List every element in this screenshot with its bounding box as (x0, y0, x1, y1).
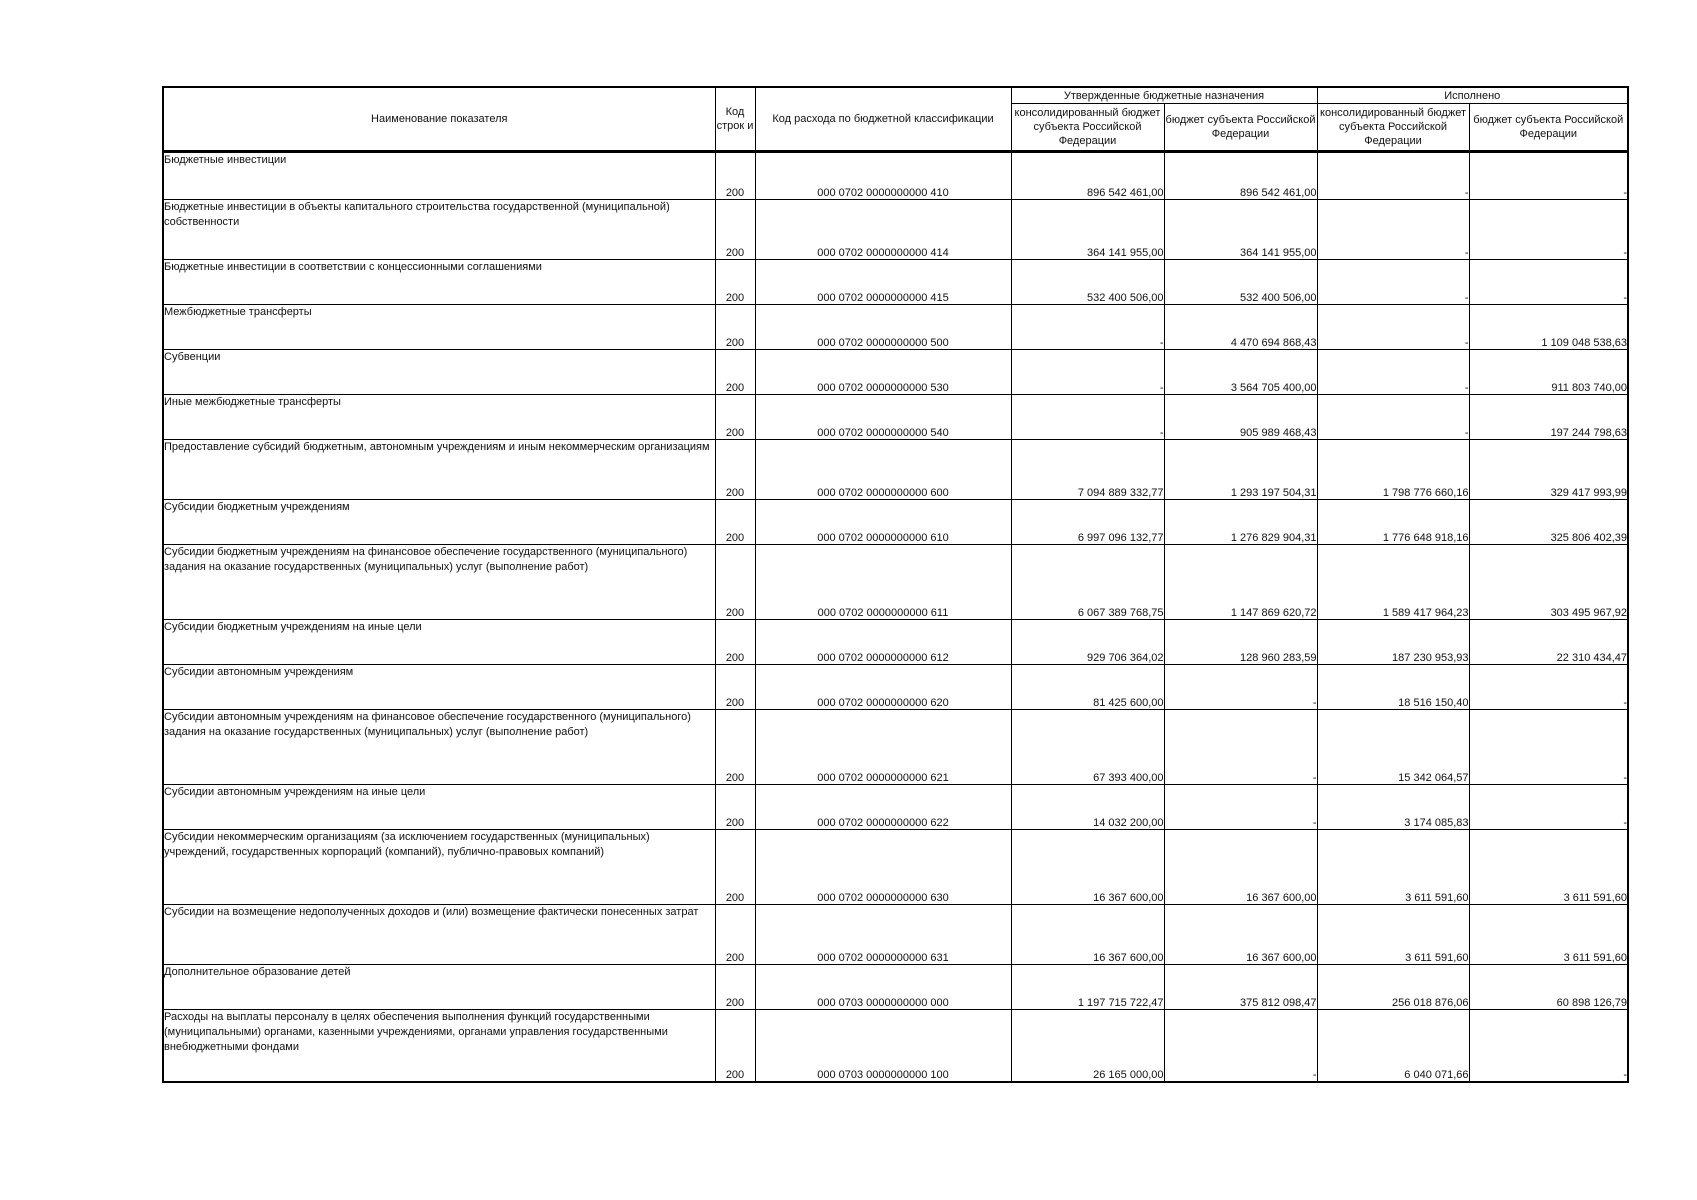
approved-subject-cell: 4 470 694 868,43 (1164, 305, 1317, 350)
line-code-cell: 200 (715, 830, 755, 905)
approved-subject-cell: - (1164, 1010, 1317, 1082)
executed-subject-cell: 197 244 798,63 (1469, 395, 1628, 440)
kbk-code-cell: 000 0702 0000000000 622 (755, 785, 1011, 830)
approved-subject-cell: - (1164, 710, 1317, 785)
kbk-code-cell: 000 0702 0000000000 630 (755, 830, 1011, 905)
header-kbk-code: Код расхода по бюджетной классификации (755, 87, 1011, 152)
table-row (163, 710, 1628, 785)
approved-subject-cell: 1 147 869 620,72 (1164, 545, 1317, 620)
approved-subject-cell: 896 542 461,00 (1164, 152, 1317, 200)
indicator-name-cell: Субсидии на возмещение недополученных доходов и (или) возмещение фактически понесенных затрат (163, 905, 715, 965)
indicator-name-cell: Субсидии бюджетным учреждениям на иные цели (163, 620, 715, 665)
executed-subject-cell: - (1469, 200, 1628, 260)
indicator-name-cell: Бюджетные инвестиции в объекты капитального строительства государственной (муниципальной) собственности (163, 200, 715, 260)
header-indicator-name: Наименование показателя (163, 87, 715, 152)
executed-subject-cell: 325 806 402,39 (1469, 500, 1628, 545)
executed-subject-cell: 329 417 993,99 (1469, 440, 1628, 500)
approved-subject-cell: 1 293 197 504,31 (1164, 440, 1317, 500)
line-code-cell: 200 (715, 395, 755, 440)
indicator-name-cell: Предоставление субсидий бюджетным, автономным учреждениям и иным некоммерческим организациям (163, 440, 715, 500)
approved-consolidated-cell: - (1011, 350, 1164, 395)
line-code-cell: 200 (715, 305, 755, 350)
table-row (163, 440, 1628, 500)
indicator-name-cell: Субсидии бюджетным учреждениям (163, 500, 715, 545)
executed-consolidated-cell: 3 174 085,83 (1317, 785, 1469, 830)
table-row (163, 545, 1628, 620)
executed-subject-cell: - (1469, 665, 1628, 710)
executed-subject-cell: 22 310 434,47 (1469, 620, 1628, 665)
approved-subject-cell: 16 367 600,00 (1164, 830, 1317, 905)
header-approved-subject: бюджет субъекта Российской Федерации (1164, 104, 1317, 152)
approved-consolidated-cell: 532 400 506,00 (1011, 260, 1164, 305)
approved-consolidated-cell: 929 706 364,02 (1011, 620, 1164, 665)
approved-consolidated-cell: 364 141 955,00 (1011, 200, 1164, 260)
executed-consolidated-cell: - (1317, 395, 1469, 440)
table-row (163, 260, 1628, 305)
approved-consolidated-cell: 14 032 200,00 (1011, 785, 1164, 830)
approved-consolidated-cell: - (1011, 305, 1164, 350)
executed-consolidated-cell: 15 342 064,57 (1317, 710, 1469, 785)
approved-consolidated-cell: - (1011, 395, 1164, 440)
kbk-code-cell: 000 0702 0000000000 610 (755, 500, 1011, 545)
table-body (163, 152, 1628, 1082)
header-approved-consolidated: консолидированный бюджет субъекта Российской Федерации (1011, 104, 1164, 152)
header-executed-subject: бюджет субъекта Российской Федерации (1469, 104, 1628, 152)
approved-subject-cell: - (1164, 665, 1317, 710)
approved-subject-cell: 375 812 098,47 (1164, 965, 1317, 1010)
table-row (163, 500, 1628, 545)
table-row (163, 1010, 1628, 1082)
executed-consolidated-cell: - (1317, 200, 1469, 260)
approved-consolidated-cell: 26 165 000,00 (1011, 1010, 1164, 1082)
executed-consolidated-cell: 1 589 417 964,23 (1317, 545, 1469, 620)
executed-subject-cell: 303 495 967,92 (1469, 545, 1628, 620)
header-executed-group: Исполнено (1317, 87, 1628, 104)
line-code-cell: 200 (715, 710, 755, 785)
approved-consolidated-cell: 81 425 600,00 (1011, 665, 1164, 710)
executed-subject-cell: - (1469, 785, 1628, 830)
indicator-name-cell: Бюджетные инвестиции в соответствии с концессионными соглашениями (163, 260, 715, 305)
kbk-code-cell: 000 0702 0000000000 611 (755, 545, 1011, 620)
line-code-cell: 200 (715, 260, 755, 305)
executed-subject-cell: - (1469, 1010, 1628, 1082)
executed-consolidated-cell: 1 798 776 660,16 (1317, 440, 1469, 500)
kbk-code-cell: 000 0702 0000000000 530 (755, 350, 1011, 395)
line-code-cell: 200 (715, 350, 755, 395)
indicator-name-cell: Дополнительное образование детей (163, 965, 715, 1010)
kbk-code-cell: 000 0702 0000000000 500 (755, 305, 1011, 350)
approved-consolidated-cell: 6 067 389 768,75 (1011, 545, 1164, 620)
approved-subject-cell: 905 989 468,43 (1164, 395, 1317, 440)
budget-report-table (162, 86, 1629, 1083)
kbk-code-cell: 000 0702 0000000000 410 (755, 152, 1011, 200)
line-code-cell: 200 (715, 965, 755, 1010)
executed-subject-cell: 60 898 126,79 (1469, 965, 1628, 1010)
approved-subject-cell: 16 367 600,00 (1164, 905, 1317, 965)
kbk-code-cell: 000 0702 0000000000 620 (755, 665, 1011, 710)
approved-consolidated-cell: 67 393 400,00 (1011, 710, 1164, 785)
table-row (163, 395, 1628, 440)
executed-consolidated-cell: 256 018 876,06 (1317, 965, 1469, 1010)
executed-consolidated-cell: 6 040 071,66 (1317, 1010, 1469, 1082)
table-row (163, 665, 1628, 710)
indicator-name-cell: Бюджетные инвестиции (163, 152, 715, 200)
indicator-name-cell: Субсидии некоммерческим организациям (за исключением государственных (муниципальных) учреждений, государственных корпораций (компаний), публично-правовых компаний) (163, 830, 715, 905)
table-row (163, 350, 1628, 395)
approved-subject-cell: 1 276 829 904,31 (1164, 500, 1317, 545)
header-executed-consolidated: консолидированный бюджет субъекта Российской Федерации (1317, 104, 1469, 152)
approved-consolidated-cell: 1 197 715 722,47 (1011, 965, 1164, 1010)
line-code-cell: 200 (715, 200, 755, 260)
approved-subject-cell: 3 564 705 400,00 (1164, 350, 1317, 395)
line-code-cell: 200 (715, 620, 755, 665)
approved-subject-cell: 364 141 955,00 (1164, 200, 1317, 260)
executed-subject-cell: 3 611 591,60 (1469, 830, 1628, 905)
table-row (163, 620, 1628, 665)
executed-consolidated-cell: 3 611 591,60 (1317, 830, 1469, 905)
table-row (163, 305, 1628, 350)
line-code-cell: 200 (715, 545, 755, 620)
indicator-name-cell: Субсидии бюджетным учреждениям на финансовое обеспечение государственного (муниципального) задания на оказание государственных (муниципальных) услуг (выполнение работ) (163, 545, 715, 620)
table-row (163, 830, 1628, 905)
header-line-code: Код строк и (715, 87, 755, 152)
executed-subject-cell: - (1469, 260, 1628, 305)
executed-consolidated-cell: 18 516 150,40 (1317, 665, 1469, 710)
indicator-name-cell: Субсидии автономным учреждениям на иные цели (163, 785, 715, 830)
line-code-cell: 200 (715, 665, 755, 710)
executed-subject-cell: 3 611 591,60 (1469, 905, 1628, 965)
line-code-cell: 200 (715, 785, 755, 830)
line-code-cell: 200 (715, 152, 755, 200)
approved-consolidated-cell: 16 367 600,00 (1011, 905, 1164, 965)
indicator-name-cell: Расходы на выплаты персоналу в целях обеспечения выполнения функций государственными (муниципальными) органами, казенными учреждениями, органами управления государственными внебюджетными фондами (163, 1010, 715, 1082)
executed-consolidated-cell: - (1317, 152, 1469, 200)
kbk-code-cell: 000 0702 0000000000 414 (755, 200, 1011, 260)
kbk-code-cell: 000 0702 0000000000 621 (755, 710, 1011, 785)
kbk-code-cell: 000 0702 0000000000 415 (755, 260, 1011, 305)
indicator-name-cell: Иные межбюджетные трансферты (163, 395, 715, 440)
table-header (163, 87, 1628, 152)
kbk-code-cell: 000 0702 0000000000 612 (755, 620, 1011, 665)
executed-consolidated-cell: 187 230 953,93 (1317, 620, 1469, 665)
line-code-cell: 200 (715, 905, 755, 965)
table-row (163, 785, 1628, 830)
kbk-code-cell: 000 0702 0000000000 540 (755, 395, 1011, 440)
kbk-code-cell: 000 0703 0000000000 100 (755, 1010, 1011, 1082)
line-code-cell: 200 (715, 1010, 755, 1082)
executed-consolidated-cell: 3 611 591,60 (1317, 905, 1469, 965)
approved-consolidated-cell: 7 094 889 332,77 (1011, 440, 1164, 500)
kbk-code-cell: 000 0702 0000000000 631 (755, 905, 1011, 965)
line-code-cell: 200 (715, 440, 755, 500)
approved-subject-cell: 532 400 506,00 (1164, 260, 1317, 305)
executed-subject-cell: 911 803 740,00 (1469, 350, 1628, 395)
executed-consolidated-cell: - (1317, 260, 1469, 305)
approved-consolidated-cell: 16 367 600,00 (1011, 830, 1164, 905)
table-row (163, 200, 1628, 260)
approved-subject-cell: 128 960 283,59 (1164, 620, 1317, 665)
executed-consolidated-cell: 1 776 648 918,16 (1317, 500, 1469, 545)
executed-consolidated-cell: - (1317, 305, 1469, 350)
indicator-name-cell: Субвенции (163, 350, 715, 395)
table-row (163, 152, 1628, 200)
indicator-name-cell: Субсидии автономным учреждениям (163, 665, 715, 710)
kbk-code-cell: 000 0703 0000000000 000 (755, 965, 1011, 1010)
approved-consolidated-cell: 896 542 461,00 (1011, 152, 1164, 200)
line-code-cell: 200 (715, 500, 755, 545)
indicator-name-cell: Субсидии автономным учреждениям на финансовое обеспечение государственного (муниципального) задания на оказание государственных (муниципальных) услуг (выполнение работ) (163, 710, 715, 785)
approved-consolidated-cell: 6 997 096 132,77 (1011, 500, 1164, 545)
executed-subject-cell: - (1469, 710, 1628, 785)
approved-subject-cell: - (1164, 785, 1317, 830)
executed-subject-cell: 1 109 048 538,63 (1469, 305, 1628, 350)
kbk-code-cell: 000 0702 0000000000 600 (755, 440, 1011, 500)
indicator-name-cell: Межбюджетные трансферты (163, 305, 715, 350)
header-approved-group: Утвержденные бюджетные назначения (1011, 87, 1317, 104)
table-row (163, 965, 1628, 1010)
table-row (163, 905, 1628, 965)
executed-subject-cell: - (1469, 152, 1628, 200)
executed-consolidated-cell: - (1317, 350, 1469, 395)
